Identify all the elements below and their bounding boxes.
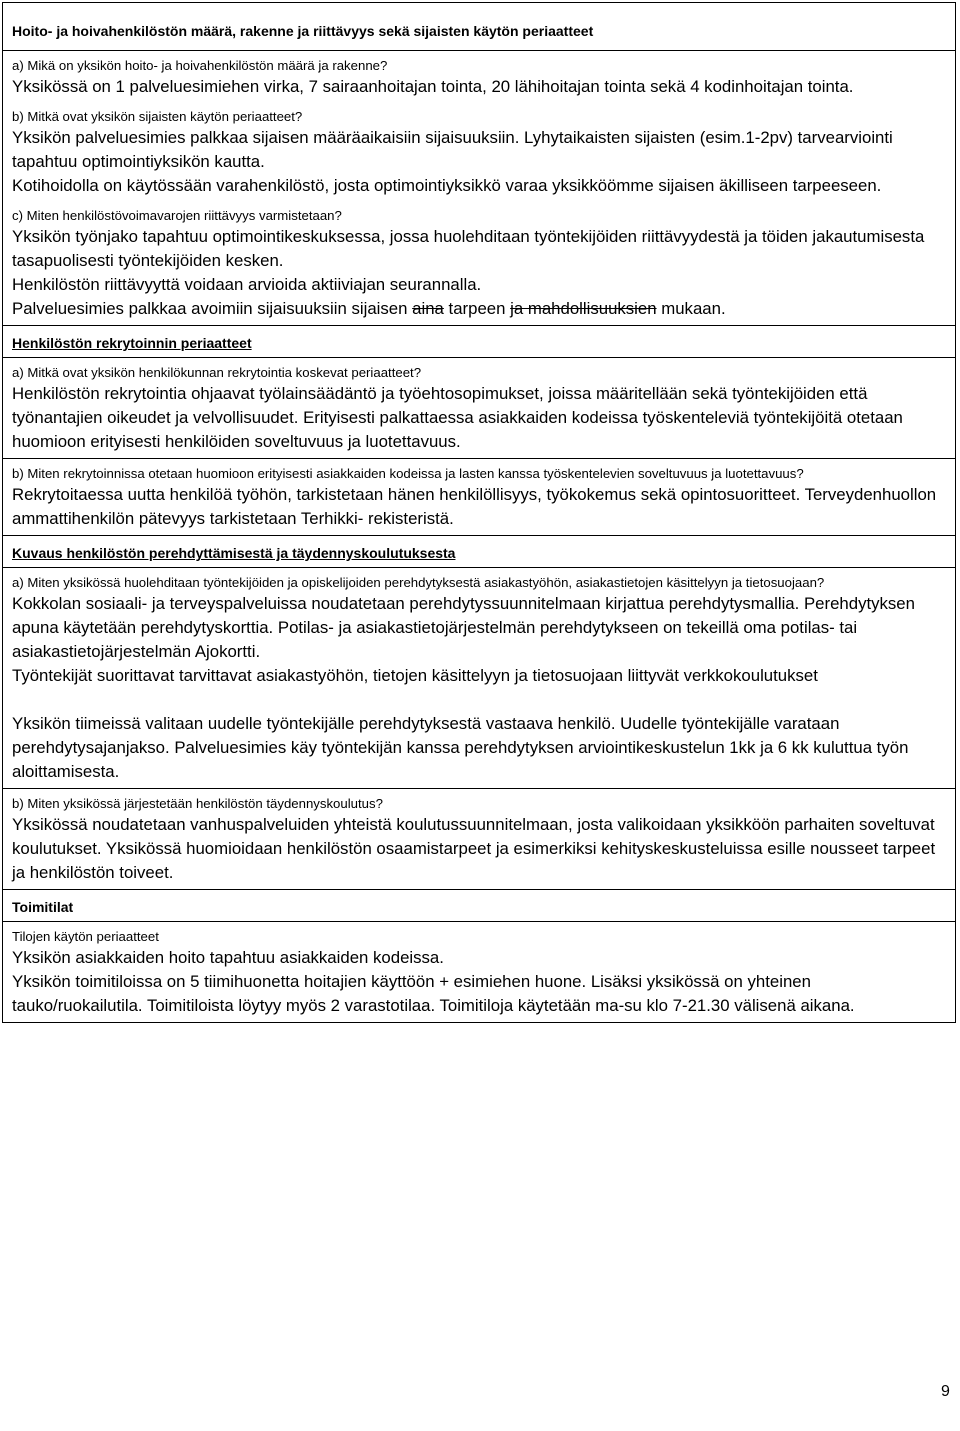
answer-text: Työntekijät suorittavat tarvittavat asiakastyöhön, tietojen käsittelyyn ja tietosuojaan liittyvät verkkokoulutukset — [12, 666, 818, 685]
answer-text: Yksikön palveluesimies palkkaa sijaisen määräaikaisiin sijaisuuksiin. Lyhytaikaisten sijaisten (esim.1-2pv) tarvearviointi tapahtuu optimointiyksikön kautta. — [12, 128, 893, 171]
section-row — [3, 922, 956, 1023]
section-content-cell — [3, 51, 956, 326]
answer-text: Yksikössä on 1 palveluesimiehen virka, 7 sairaanhoitajan tointa, 20 lähihoitajan tointa sekä 4 kodinhoitajan tointa. — [12, 77, 854, 96]
section-content-cell — [3, 358, 956, 459]
deleted-text: aina — [412, 299, 444, 318]
section-title: Toimitilat — [12, 899, 74, 915]
section-row — [3, 568, 956, 789]
answer-text: Yksikössä noudatetaan vanhuspalveluiden yhteistä koulutussuunnitelmaan, josta valikoidaan yksikköön parhaiten soveltuvat koulutukset. Yksikössä huomioidaan henkilöstön osaamistarpeet ja esimerkiksi kehityskeskusteluissa esille nousseet tarpeet ja henkilöstön toiveet. — [12, 815, 936, 882]
answer-text: Yksikön tiimeissä valitaan uudelle työntekijälle perehdytyksestä vastaava henkilö. Uudelle työntekijälle varataan perehdytysajanjakso. Palveluesimies käy työntekijän kanssa perehdytyksen arviointikeskustelun 1kk ja 6 kk kuluttua työn aloittamisesta. — [12, 714, 909, 781]
section-row — [3, 326, 956, 358]
question-text: Tilojen käytön periaatteet — [12, 929, 159, 944]
question-text: a) Mikä on yksikön hoito- ja hoivahenkilöstön määrä ja rakenne? — [12, 58, 388, 73]
page-number: 9 — [941, 1383, 950, 1400]
question-text: a) Mitkä ovat yksikön henkilökunnan rekrytointia koskevat periaatteet? — [12, 365, 422, 380]
section-row — [3, 3, 956, 51]
question-text: a) Miten yksikössä huolehditaan työntekijöiden ja opiskelijoiden perehdytyksestä asiakastyöhön, asiakastietojen käsittelyyn ja tietosuojaan? — [12, 575, 825, 590]
deleted-text: ja mahdollisuuksien — [510, 299, 657, 318]
answer-text: Henkilöstön riittävyyttä voidaan arvioida aktiiviajan seurannalla. — [12, 275, 482, 294]
section-content-cell — [3, 568, 956, 789]
answer-text-with-deletions — [12, 297, 945, 321]
answer-text: Rekrytoitaessa uutta henkilöä työhön, tarkistetaan hänen henkilöllisyys, työkokemus sekä opintosuoritteet. Terveydenhuollon ammattihenkilön pätevyys tarkistetaan Terhikki- rekisteristä. — [12, 485, 937, 528]
section-title: Kuvaus henkilöstön perehdyttämisestä ja täydennyskoulutuksesta — [12, 545, 456, 561]
section-title-cell — [3, 326, 956, 358]
answer-text: Kokkolan sosiaali- ja terveyspalveluissa noudatetaan perehdytyssuunnitelmaan kirjattua perehdytysmallia. Perehdytyksen apuna käytetään perehdytyskorttia. Potilas- ja asiakastietojärjestelmän perehdytykseen on tekeillä oma potilas- tai asiakastietojärjestelmän Ajokortti. — [12, 594, 915, 661]
question-text: b) Mitkä ovat yksikön sijaisten käytön periaatteet? — [12, 109, 303, 124]
section-title: Hoito- ja hoivahenkilöstön määrä, rakenne ja riittävyys sekä sijaisten käytön periaatteet — [12, 23, 594, 39]
answer-text: Yksikön toimitiloissa on 5 tiimihuonetta hoitajien käyttöön + esimiehen huone. Lisäksi yksikössä on yhteinen tauko/ruokailutila. Toimitiloista löytyy myös 2 varastotilaa. Toimitiloja käytetään ma-su klo 7-21.30 välisenä aikana. — [12, 972, 855, 1015]
section-row — [3, 51, 956, 326]
question-text: c) Miten henkilöstövoimavarojen riittävyys varmistetaan? — [12, 208, 342, 223]
section-row — [3, 536, 956, 568]
section-content-cell — [3, 922, 956, 1023]
answer-text: Yksikön asiakkaiden hoito tapahtuu asiakkaiden kodeissa. — [12, 948, 444, 967]
section-title: Henkilöstön rekrytoinnin periaatteet — [12, 335, 252, 351]
answer-text: Yksikön työnjako tapahtuu optimointikeskuksessa, jossa huolehditaan työntekijöiden riittävyydestä ja töiden jakautumisesta tasapuolisesti työntekijöiden kesken. — [12, 227, 925, 270]
section-content-cell — [3, 459, 956, 536]
answer-text: Kotihoidolla on käytössään varahenkilöstö, josta optimointiyksikkö varaa yksikköömme sijaisen äkilliseen tarpeeseen. — [12, 176, 882, 195]
section-row — [3, 890, 956, 922]
section-row — [3, 358, 956, 459]
answer-text: Henkilöstön rekrytointia ohjaavat työlainsäädäntö ja työehtosopimukset, joissa määritellään sekä työntekijöiden että työnantajien oikeudet ja velvollisuudet. Erityisesti palkattaessa asiakkaiden kodeissa työskenteleviä työntekijöitä otetaan huomioon erityisesti henkilöiden soveltuvuus ja luotettavuus. — [12, 384, 903, 451]
section-title-cell — [3, 3, 956, 51]
section-content-cell — [3, 789, 956, 890]
section-row — [3, 789, 956, 890]
question-text: b) Miten yksikössä järjestetään henkilöstön täydennyskoulutus? — [12, 796, 383, 811]
answer-fragment: tarpeen — [443, 299, 511, 318]
section-title-cell — [3, 890, 956, 922]
answer-fragment: mukaan. — [656, 299, 726, 318]
answer-fragment: Palveluesimies palkkaa avoimiin sijaisuuksiin sijaisen — [12, 299, 413, 318]
document-table — [2, 2, 956, 1023]
section-row — [3, 459, 956, 536]
section-title-cell — [3, 536, 956, 568]
question-text: b) Miten rekrytoinnissa otetaan huomioon erityisesti asiakkaiden kodeissa ja lasten kanssa työskentelevien soveltuvuus ja luotettavuus? — [12, 466, 804, 481]
